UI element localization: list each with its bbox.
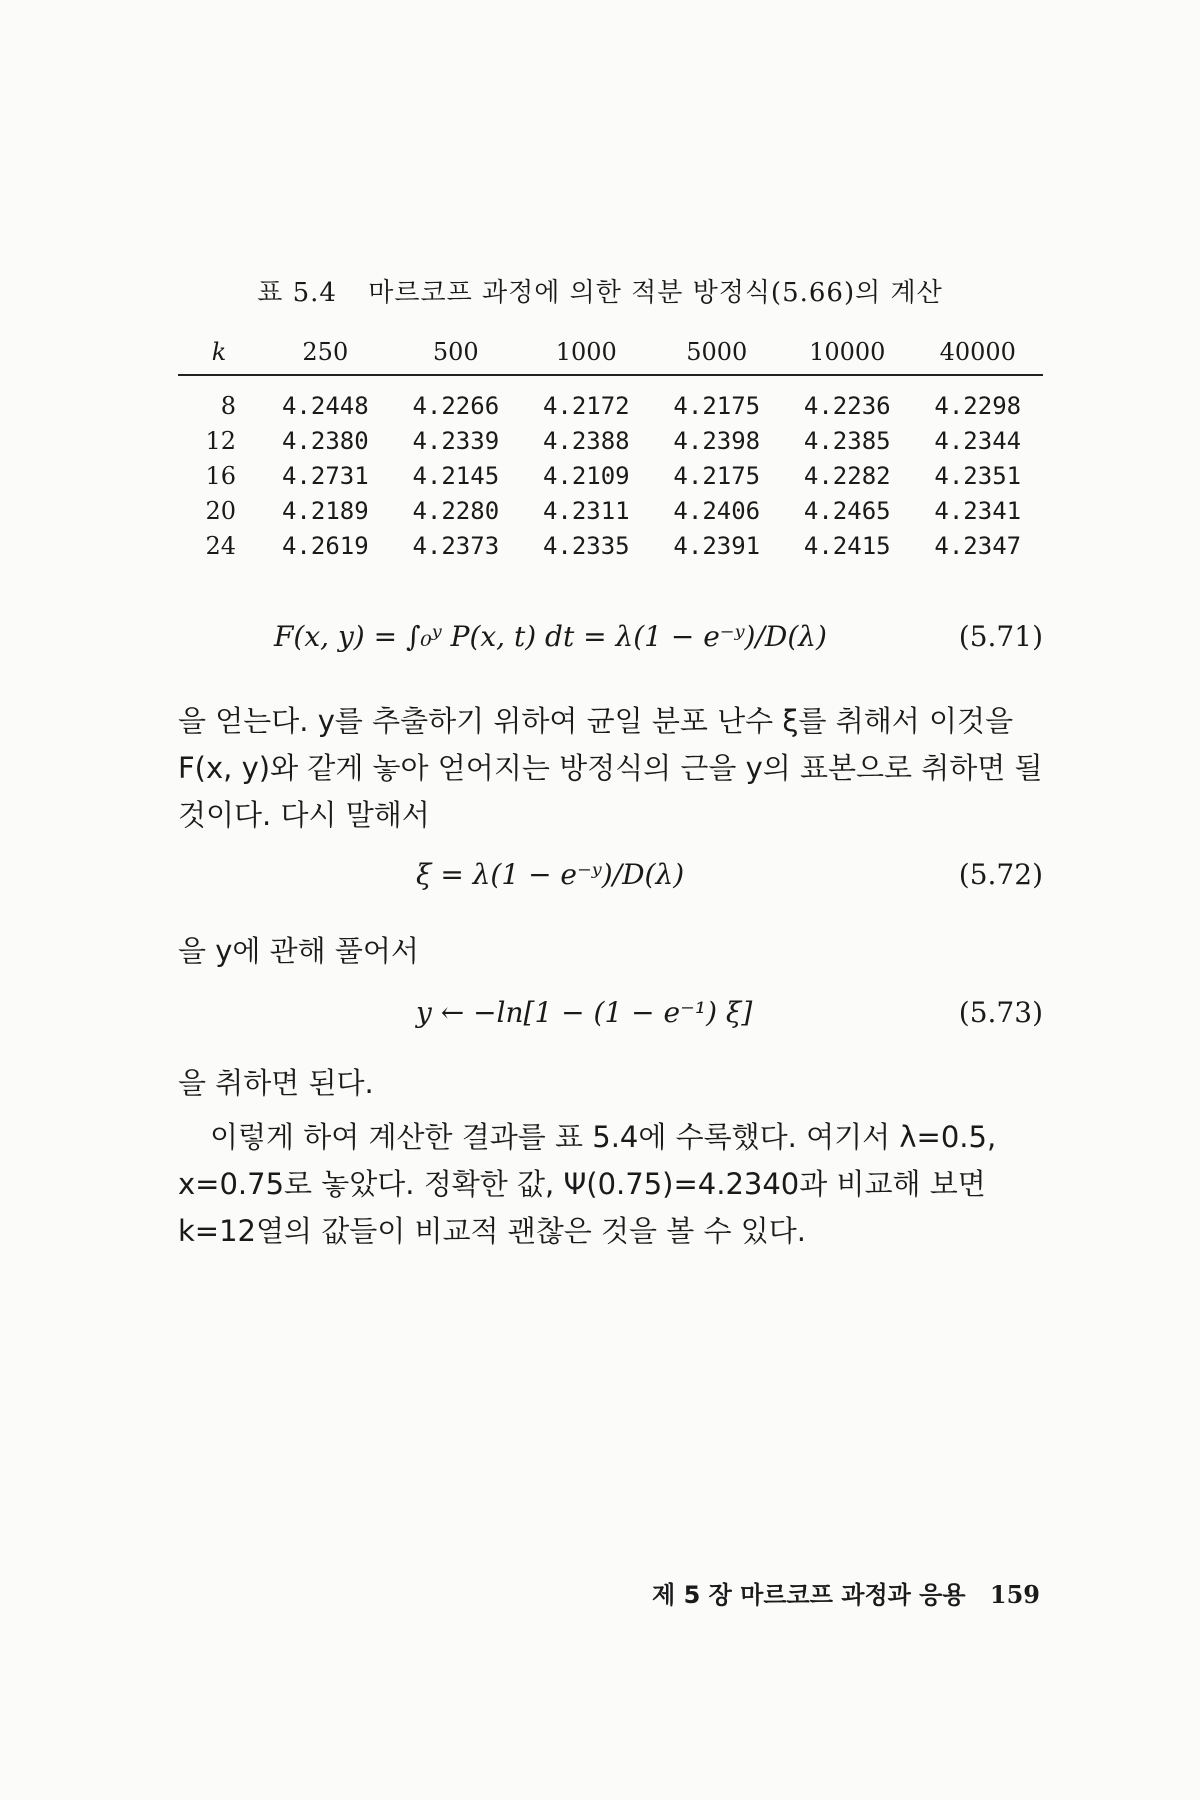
table-cell: 4.2388 <box>542 426 630 455</box>
table-header-cell: k <box>178 330 260 375</box>
results-table <box>178 330 1043 563</box>
table-row <box>178 375 1043 423</box>
table-cell: 4.2385 <box>803 426 891 455</box>
table-cell: 4.2380 <box>281 426 369 455</box>
table-cell: 4.2175 <box>673 461 761 490</box>
table-cell: 4.2415 <box>803 531 891 560</box>
paragraph-2 <box>178 928 1043 975</box>
table-cell: 4.2406 <box>673 496 761 525</box>
table-cell: 24 <box>205 531 237 560</box>
table-caption-text: 마르코프 과정에 의한 적분 방정식(5.66)의 계산 <box>368 278 943 308</box>
equation-5-72 <box>178 858 1043 908</box>
paragraph-3 <box>178 1060 1043 1107</box>
table-row <box>178 423 1043 458</box>
table-cell: 4.2341 <box>934 496 1022 525</box>
table-row <box>178 458 1043 493</box>
table-cell: 4.2175 <box>673 391 761 420</box>
table-header-cell: 1000 <box>521 330 651 375</box>
equation-number: (5.73) <box>958 996 1043 1029</box>
paragraph-text: 을 얻는다. y를 추출하기 위하여 균일 분포 난수 ξ를 취해서 이것을 F(x, y)와 같게 놓아 얻어지는 방정식의 근을 y의 표본으로 취하면 될 것이다. 다시 말해서 <box>178 704 1043 832</box>
table-cell: 4.2266 <box>412 391 500 420</box>
paragraph-4 <box>178 1114 1043 1255</box>
table-cell: 12 <box>205 426 237 455</box>
table-cell: 4.2236 <box>803 391 891 420</box>
table-header-cell: 500 <box>391 330 521 375</box>
table-cell: 4.2344 <box>934 426 1022 455</box>
table-cell: 4.2282 <box>803 461 891 490</box>
table-cell: 8 <box>220 391 237 420</box>
table-caption <box>0 272 1200 309</box>
table-cell: 4.2298 <box>934 391 1022 420</box>
table-cell: 4.2189 <box>281 496 369 525</box>
paragraph-text: 이렇게 하여 계산한 결과를 표 5.4에 수록했다. 여기서 λ=0.5, x=0.75로 놓았다. 정확한 값, Ψ(0.75)=4.2340과 비교해 보면 k=12열의 값들이 비교적 괜찮은 것을 볼 수 있다. <box>178 1120 997 1248</box>
table-cell: 4.2351 <box>934 461 1022 490</box>
equation-number: (5.71) <box>958 620 1043 653</box>
table-row <box>178 493 1043 528</box>
table-cell: 4.2619 <box>281 531 369 560</box>
page-footer <box>652 1575 1040 1610</box>
table-cell: 4.2145 <box>412 461 500 490</box>
equation-body: ξ = λ(1 − e⁻ʸ)/D(λ) <box>416 858 685 891</box>
table-header-row <box>178 330 1043 375</box>
paragraph-text: 을 취하면 된다. <box>178 1066 374 1100</box>
equation-number: (5.72) <box>958 858 1043 891</box>
table-cell: 4.2335 <box>542 531 630 560</box>
table-header-cell: 10000 <box>782 330 912 375</box>
table-cell: 4.2448 <box>281 391 369 420</box>
table-cell: 4.2731 <box>281 461 369 490</box>
table-cell: 4.2339 <box>412 426 500 455</box>
page-number: 159 <box>989 1580 1040 1609</box>
paragraph-1 <box>178 698 1043 839</box>
table-cell: 4.2391 <box>673 531 761 560</box>
table-cell: 16 <box>205 461 237 490</box>
equation-body: F(x, y) = ∫₀ʸ P(x, t) dt = λ(1 − e⁻ʸ)/D(λ) <box>274 620 827 653</box>
table-cell: 4.2311 <box>542 496 630 525</box>
equation-body: y ← −ln[1 − (1 − e⁻¹) ξ] <box>416 996 753 1029</box>
equation-5-71 <box>178 620 1043 670</box>
table-row <box>178 528 1043 563</box>
paragraph-text: 을 y에 관해 풀어서 <box>178 934 419 968</box>
table-cell: 4.2280 <box>412 496 500 525</box>
table-header-cell: 250 <box>260 330 390 375</box>
table-header-cell: 5000 <box>652 330 782 375</box>
table-cell: 4.2347 <box>934 531 1022 560</box>
table-cell: 4.2109 <box>542 461 630 490</box>
equation-5-73 <box>178 996 1043 1046</box>
table-cell: 4.2398 <box>673 426 761 455</box>
table-cell: 4.2172 <box>542 391 630 420</box>
table-header-cell: 40000 <box>913 330 1044 375</box>
chapter-title: 제 5 장 마르코프 과정과 응용 <box>652 1581 966 1609</box>
table-caption-label: 표 5.4 <box>257 278 337 308</box>
table-cell: 20 <box>205 496 237 525</box>
table-cell: 4.2373 <box>412 531 500 560</box>
table-cell: 4.2465 <box>803 496 891 525</box>
